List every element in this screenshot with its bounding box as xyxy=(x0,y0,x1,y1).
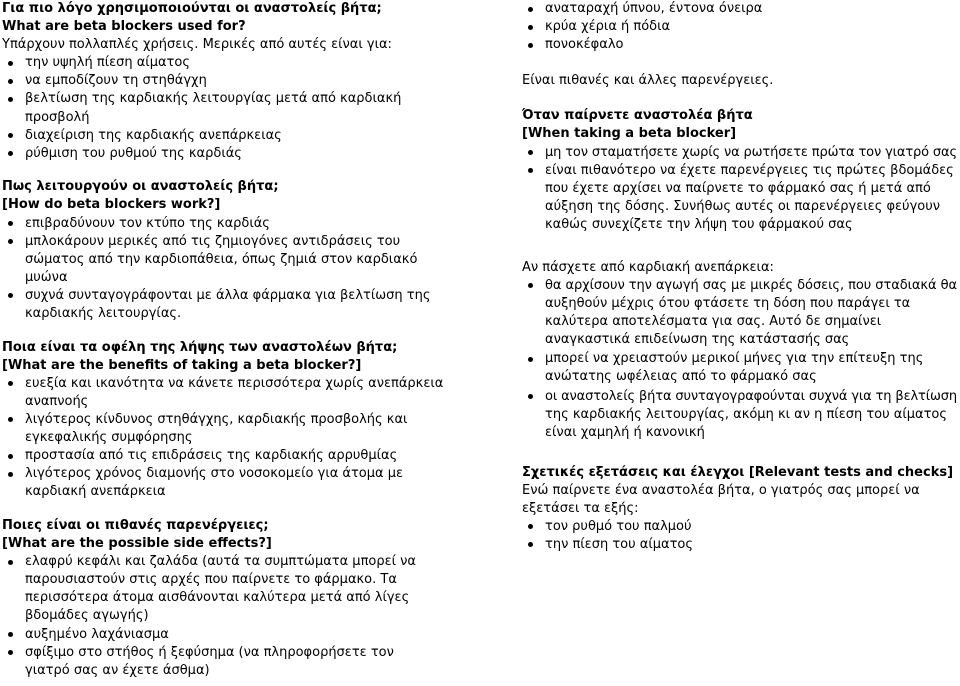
bullet-list xyxy=(2,54,505,163)
list-item xyxy=(25,54,505,72)
bullet-list xyxy=(522,0,958,54)
text-line: μη τον σταματήσετε χωρίς να ρωτήσετε πρώτα τον γιατρό σας xyxy=(545,144,957,160)
section-tests xyxy=(522,464,958,554)
text-line: διαχείριση της καρδιακής ανεπάρκειας xyxy=(25,127,282,143)
section-heading-english: [What are the benefits of taking a beta blocker?] xyxy=(2,357,362,373)
text-line: συχνά συνταγογράφονται με άλλα φάρμακα για βελτίωση της xyxy=(25,287,431,303)
text-line: της καρδιακής λειτουργίας, ακόμη κι αν η πίεση του αίματος xyxy=(545,406,947,422)
text-line: την πίεση του αίματος xyxy=(545,536,693,552)
bullet-icon xyxy=(8,239,13,244)
section-heading-english: [When taking a beta blocker] xyxy=(522,126,737,142)
text-line: λιγότερος χρόνος διαμονής στο νοσοκομείο για άτομα με xyxy=(25,466,404,482)
bullet-icon xyxy=(8,454,13,459)
list-item xyxy=(25,145,505,163)
text-line: αυξημένο λαχάνιασμα xyxy=(25,626,169,642)
intro-paragraph-line: εξετάσει τα εξής: xyxy=(522,500,639,516)
text-line: τον ρυθμό του παλμού xyxy=(545,518,692,534)
bullet-icon xyxy=(528,150,533,155)
bullet-icon xyxy=(8,650,13,655)
list-item xyxy=(545,162,958,234)
section-heading: Σχετικές εξετάσεις και έλεγχοι [Relevant tests and checks] xyxy=(522,464,954,480)
section-heading-english: [How do beta blockers work?] xyxy=(2,197,221,213)
list-item xyxy=(545,518,958,536)
bullet-icon xyxy=(8,151,13,156)
list-item xyxy=(25,127,505,145)
list-item xyxy=(545,536,958,554)
bullet-icon xyxy=(528,542,533,547)
list-item xyxy=(545,144,958,162)
bullet-icon xyxy=(8,472,13,477)
bullet-icon xyxy=(528,394,533,399)
text-line: βελτίωση της καρδιακής λειτουργίας μετά από καρδιακή xyxy=(25,91,402,107)
text-line: αυξηθούν μέχρις ότου φτάσετε τη δόση που παράγει τα xyxy=(545,295,911,311)
text-line: μυώνα xyxy=(25,269,68,285)
section-side-effects-continued xyxy=(522,0,958,90)
bullet-icon xyxy=(528,7,533,12)
text-line: καρδιακής λειτουργίας. xyxy=(25,306,182,321)
section-heading: Ποια είναι τα οφέλη της λήψης των αναστολέων βήτα; xyxy=(2,339,398,355)
section-heading: Για πιο λόγο χρησιμοποιούνται οι αναστολείς βήτα; xyxy=(2,1,382,16)
right-column xyxy=(522,0,958,554)
list-item xyxy=(25,90,505,126)
text-line: αναγκαστικά επιδείνωση της κατάστασής σας xyxy=(545,331,850,347)
text-line: είναι χαμηλή ή κανονική xyxy=(545,424,705,440)
bullet-icon xyxy=(8,79,13,84)
text-line: θα αρχίσουν την αγωγή σας με μικρές δόσεις, που σταδιακά θα xyxy=(545,277,957,293)
bullet-list xyxy=(2,553,505,680)
section-uses xyxy=(2,0,505,163)
text-line: παρουσιαστούν στις αρχές που παίρνετε το φάρμακο. Τα xyxy=(25,572,397,588)
text-line: γιατρό σας αν έχετε άσθμα) xyxy=(25,662,210,678)
text-line: ελαφρύ κεφάλι και ζαλάδα (αυτά τα συμπτώματα μπορεί να xyxy=(25,554,417,570)
side-effects-note: Είναι πιθανές και άλλες παρενέργειες. xyxy=(522,72,774,88)
list-item xyxy=(25,233,505,287)
section-side-effects xyxy=(2,517,505,680)
text-line: σφίξιμο στο στήθος ή ξεφύσημα (να πληροφορήσετε τον xyxy=(25,644,394,660)
section-how-they-work xyxy=(2,178,505,323)
text-line: εγκεφαλικής συμφόρησης xyxy=(25,430,193,446)
intro-paragraph-line: Ενώ παίρνετε ένα αναστολέα βήτα, ο γιατρός σας μπορεί να xyxy=(522,482,920,498)
section-heading-english: [What are the possible side effects?] xyxy=(2,536,272,552)
text-line: καλύτερα αποτελέσματα για σας. Αυτό δε σημαίνει xyxy=(545,313,882,329)
section-heading-english: What are beta blockers used for? xyxy=(2,19,246,35)
list-item xyxy=(25,411,505,447)
list-item xyxy=(25,626,505,644)
text-line: μπλοκάρουν μερικές από τις ζημιογόνες αντιδράσεις του xyxy=(25,233,401,249)
list-item xyxy=(545,350,958,386)
text-line: ανώτατης ωφέλειας από το φάρμακό σας xyxy=(545,369,817,385)
list-item xyxy=(25,644,505,680)
text-line: καθώς συνεχίζετε την λήψη του φάρμακού σας xyxy=(545,216,853,232)
bullet-icon xyxy=(8,293,13,298)
bullet-icon xyxy=(528,25,533,30)
text-line: αναπνοής xyxy=(25,393,89,409)
bullet-list xyxy=(522,144,958,234)
bullet-icon xyxy=(8,417,13,422)
text-line: περισσότερα άτομα αισθάνονται καλύτερα μετά από λίγες xyxy=(25,590,410,606)
list-item xyxy=(545,388,958,442)
section-heading: Πως λειτουργούν οι αναστολείς βήτα; xyxy=(2,179,279,195)
text-line: λιγότερος κίνδυνος στηθάγχης, καρδιακής προσβολής και xyxy=(25,411,408,427)
text-line: επιβραδύνουν τον κτύπο της καρδιάς xyxy=(25,215,270,231)
text-line: αύξηση της δόσης. Συνήθως αυτές οι παρενέργειες φεύγουν xyxy=(545,198,941,214)
text-line: σώματος από την καρδιοπάθεια, όπως ζημιά στον καρδιακό xyxy=(25,251,418,267)
text-line: προσβολή xyxy=(25,109,90,125)
text-line: ευεξία και ικανότητα να κάνετε περισσότερα χωρίς ανεπάρκεια xyxy=(25,375,444,391)
bullet-icon xyxy=(8,381,13,386)
intro-paragraph: Αν πάσχετε από καρδιακή ανεπάρκεια: xyxy=(522,259,774,275)
text-line: αναταραχή ύπνου, έντονα όνειρα xyxy=(545,1,763,16)
text-line: οι αναστολείς βήτα συνταγογραφούνται συχνά για τη βελτίωση xyxy=(545,388,957,404)
section-when-taking xyxy=(522,107,958,234)
list-item xyxy=(25,72,505,90)
text-line: ρύθμιση του ρυθμού της καρδιάς xyxy=(25,145,242,161)
list-item xyxy=(25,553,505,625)
bullet-icon xyxy=(8,133,13,138)
bullet-icon xyxy=(528,168,533,173)
list-item xyxy=(25,447,505,465)
bullet-icon xyxy=(528,283,533,288)
list-item xyxy=(25,215,505,233)
list-item xyxy=(545,0,958,18)
text-line: την υψηλή πίεση αίματος xyxy=(25,55,190,71)
text-line: προστασία από τις επιδράσεις της καρδιακής αρρυθμίας xyxy=(25,448,398,464)
bullet-list xyxy=(2,375,505,502)
left-column xyxy=(2,0,505,680)
text-line: κρύα χέρια ή πόδια xyxy=(545,19,671,35)
text-line: που έχετε αρχίσει να παίρνετε το φάρμακό σας ή μετά από xyxy=(545,180,931,196)
bullet-icon xyxy=(8,221,13,226)
bullet-icon xyxy=(8,61,13,66)
bullet-icon xyxy=(8,97,13,102)
text-line: καρδιακή ανεπάρκεια xyxy=(25,484,166,500)
bullet-icon xyxy=(528,357,533,362)
list-item xyxy=(545,36,958,54)
bullet-list xyxy=(522,518,958,554)
text-line: πονοκέφαλο xyxy=(545,37,624,53)
bullet-icon xyxy=(528,524,533,529)
bullet-list xyxy=(2,215,505,324)
list-item xyxy=(25,465,505,501)
text-line: μπορεί να χρειαστούν μερικοί μήνες για την επίτευξη της xyxy=(545,351,924,367)
list-item xyxy=(25,375,505,411)
list-item xyxy=(25,287,505,323)
intro-paragraph: Υπάρχουν πολλαπλές χρήσεις. Μερικές από αυτές είναι για: xyxy=(2,37,392,53)
list-item xyxy=(545,277,958,349)
text-line: να εμποδίζουν τη στηθάγχη xyxy=(25,73,207,89)
section-benefits xyxy=(2,339,505,502)
section-heading: Ποιες είναι οι πιθανές παρενέργειες; xyxy=(2,517,269,533)
list-item xyxy=(545,18,958,36)
bullet-list xyxy=(522,277,958,442)
text-line: είναι πιθανότερο να έχετε παρενέργειες τις πρώτες βδομάδες xyxy=(545,162,954,178)
bullet-icon xyxy=(8,632,13,637)
text-line: βδομάδες αγωγής) xyxy=(25,608,149,624)
section-heading: Όταν παίρνετε αναστολέα βήτα xyxy=(522,108,753,124)
section-heart-failure xyxy=(522,259,958,443)
bullet-icon xyxy=(8,560,13,565)
bullet-icon xyxy=(528,43,533,48)
